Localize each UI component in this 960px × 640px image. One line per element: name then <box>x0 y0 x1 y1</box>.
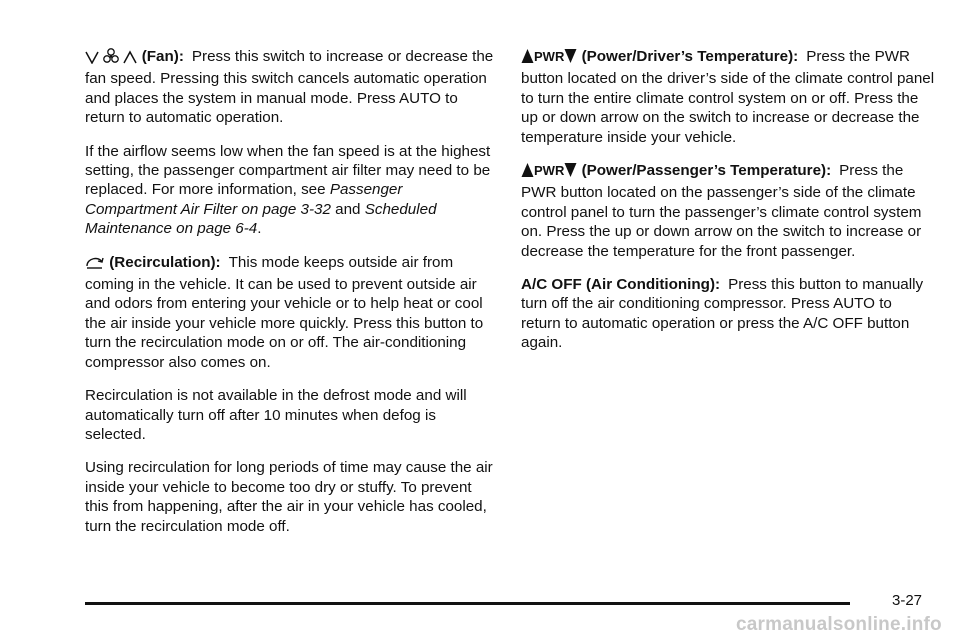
chevron-down-icon <box>85 50 99 69</box>
airflow-and: and <box>335 200 361 218</box>
passenger-temp-label: (Power/Passenger’s Temperature): <box>581 162 832 180</box>
maintenance-reference: Scheduled Maintenance on page 6-4 <box>85 200 437 238</box>
pwr-label: PWR <box>534 163 565 179</box>
recirculation-icon <box>85 256 105 275</box>
recirculation-text: This mode keeps outside air from coming in the vehicle. It can be used to prevent outside air and odors from entering your vehicle or to help heat or cool the air inside your vehicle more quickly. Press this button to turn the recirculation mode on or off. The air-conditioning compressor also comes on. <box>85 253 484 371</box>
driver-temp-label: (Power/Driver’s Temperature): <box>581 48 799 65</box>
right-column <box>521 47 935 367</box>
triangle-down-icon <box>564 48 577 69</box>
pwr-label: PWR <box>534 49 565 64</box>
footer-rule <box>85 602 850 605</box>
page-number: 3-27 <box>892 592 923 609</box>
fan-icon <box>103 48 119 69</box>
left-column <box>85 47 497 550</box>
driver-temp-text: Press the PWR button located on the driver’s side of the climate control panel to turn the entire climate control system on or off. Press the up or down arrow on the switch to increase or decrease the temperature inside your vehicle. <box>521 48 935 146</box>
defrost-paragraph: Recirculation is not available in the defrost mode and will automatically turn off after 10 minutes when defog is selected. <box>85 387 467 443</box>
passenger-temp-text: Press the PWR button located on the passenger’s side of the climate control panel to turn the passenger’s climate control system on. Press the up or down arrow on the switch to increase or decrease the temperature for the front passenger. <box>521 162 922 260</box>
fan-paragraph <box>85 47 497 128</box>
airflow-text: If the airflow seems low when the fan speed is at the highest setting, the passenger compartment air filter may need to be replaced. For more information, see <box>85 142 491 199</box>
recirculation-label: (Recirculation): <box>109 253 221 271</box>
air-filter-reference: Passenger Compartment Air Filter on page 3-32 <box>85 181 403 218</box>
passenger-temp-paragraph <box>521 161 935 261</box>
recirculation-paragraph <box>85 253 497 372</box>
fan-label: (Fan): <box>141 48 184 65</box>
ac-off-paragraph <box>521 275 935 353</box>
triangle-up-icon <box>521 48 534 69</box>
chevron-up-icon <box>123 50 137 69</box>
fan-text: Press this switch to increase or decrease the fan speed. Pressing this switch cancels automatic operation and places the system in manual mode. Press AUTO to return to automatic operation. <box>85 48 494 127</box>
triangle-up-icon <box>521 162 534 183</box>
ac-off-label: A/C OFF (Air Conditioning): <box>521 276 721 294</box>
long-use-paragraph: Using recirculation for long periods of time may cause the air inside your vehicle to become too dry or stuffy. To prevent this from happening, after the air in your vehicle has cooled, turn the recirculation mode off. <box>85 459 493 535</box>
triangle-down-icon <box>564 162 577 183</box>
airflow-paragraph <box>85 142 497 239</box>
ac-off-text: Press this button to manually turn off the air conditioning compressor. Press AUTO to return to automatic operation or press the A/C OFF button again. <box>521 276 924 352</box>
watermark: carmanualsonline.info <box>736 614 942 635</box>
driver-temp-paragraph <box>521 47 935 147</box>
airflow-end: . <box>257 220 262 238</box>
